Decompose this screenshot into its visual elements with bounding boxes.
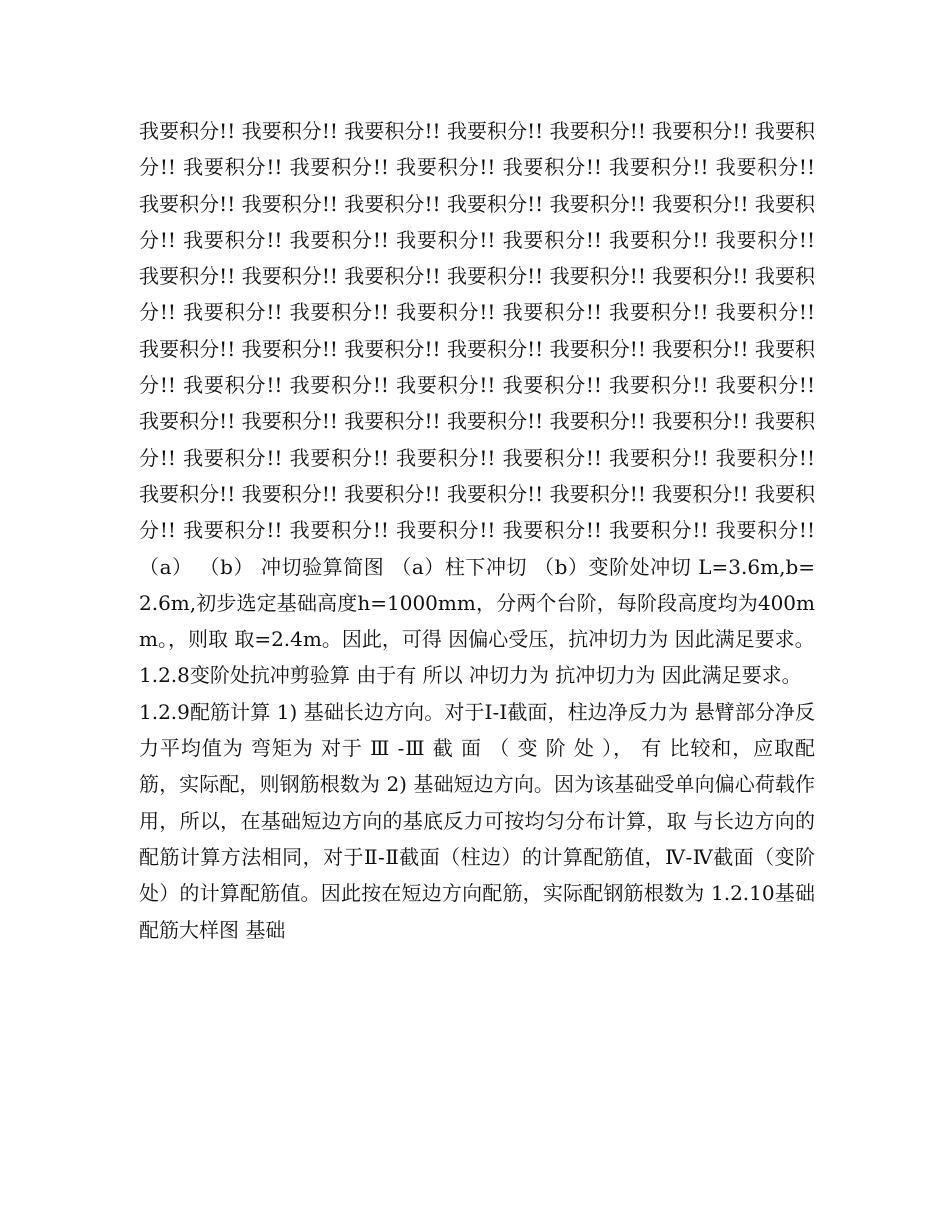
paragraph-shear-check: 1.2.8变阶处抗冲剪验算 由于有 所以 冲切力为 抗冲切力为 因此满足要求。 — [139, 663, 802, 688]
document-body — [139, 113, 815, 948]
paragraph-reinforcement-calculation: 1.2.9配筋计算 1) 基础长边方向。对于Ⅰ-Ⅰ截面，柱边净反力为 悬臂部分净反力平均值为 弯矩为 对于 Ⅲ -Ⅲ 截 面 （ 变 阶 处 ）， 有 比较和，应取配筋，实际配，则钢筋根数为 2) 基础短边方向。因为该基础受单向偏心荷载作用，所以，在基础短边方向的基底反力可按均匀分布计算，取 与长边方向的配筋计算方法相同，对于Ⅱ-Ⅱ截面（柱边）的计算配筋值，Ⅳ-Ⅳ截面（变阶处）的计算配筋值。因此按在短边方向配筋，实际配钢筋根数为 1.2.10基础配筋大样图 基础 — [139, 699, 815, 942]
paragraph-repeated-and-punching-check: 我要积分!! 我要积分!! 我要积分!! 我要积分!! 我要积分!! 我要积分!! 我要积分!! 我要积分!! 我要积分!! 我要积分!! 我要积分!! 我要积分!! 我要积分!! 我要积分!! 我要积分!! 我要积分!! 我要积分!! 我要积分!! 我要积分!! 我要积分!! 我要积分!! 我要积分!! 我要积分!! 我要积分!! 我要积分!! 我要积分!! 我要积分!! 我要积分!! 我要积分!! 我要积分!! 我要积分!! 我要积分!! 我要积分!! 我要积分!! 我要积分!! 我要积分!! 我要积分!! 我要积分!! 我要积分!! 我要积分!! 我要积分!! 我要积分!! 我要积分!! 我要积分!! 我要积分!! 我要积分!! 我要积分!! 我要积分!! 我要积分!! 我要积分!! 我要积分!! 我要积分!! 我要积分!! 我要积分!! 我要积分!! 我要积分!! 我要积分!! 我要积分!! 我要积分!! 我要积分!! 我要积分!! 我要积分!! 我要积分!! 我要积分!! 我要积分!! 我要积分!! 我要积分!! 我要积分!! 我要积分!! 我要积分!! 我要积分!! 我要积分!! 我要积分!! 我要积分!! 我要积分!! 我要积分!! 我要积分!! 我要积分!! （a） （b） 冲切验算简图 （a）柱下冲切 （b）变阶处冲切 L=3.6m,b=2.6m,初步选定基础高度h=1000mm，分两个台阶，每阶段高度均为400mm。，则取 取=2.4m。因此，可得 因偏心受压，抗冲切力为 因此满足要求。 — [139, 119, 815, 652]
